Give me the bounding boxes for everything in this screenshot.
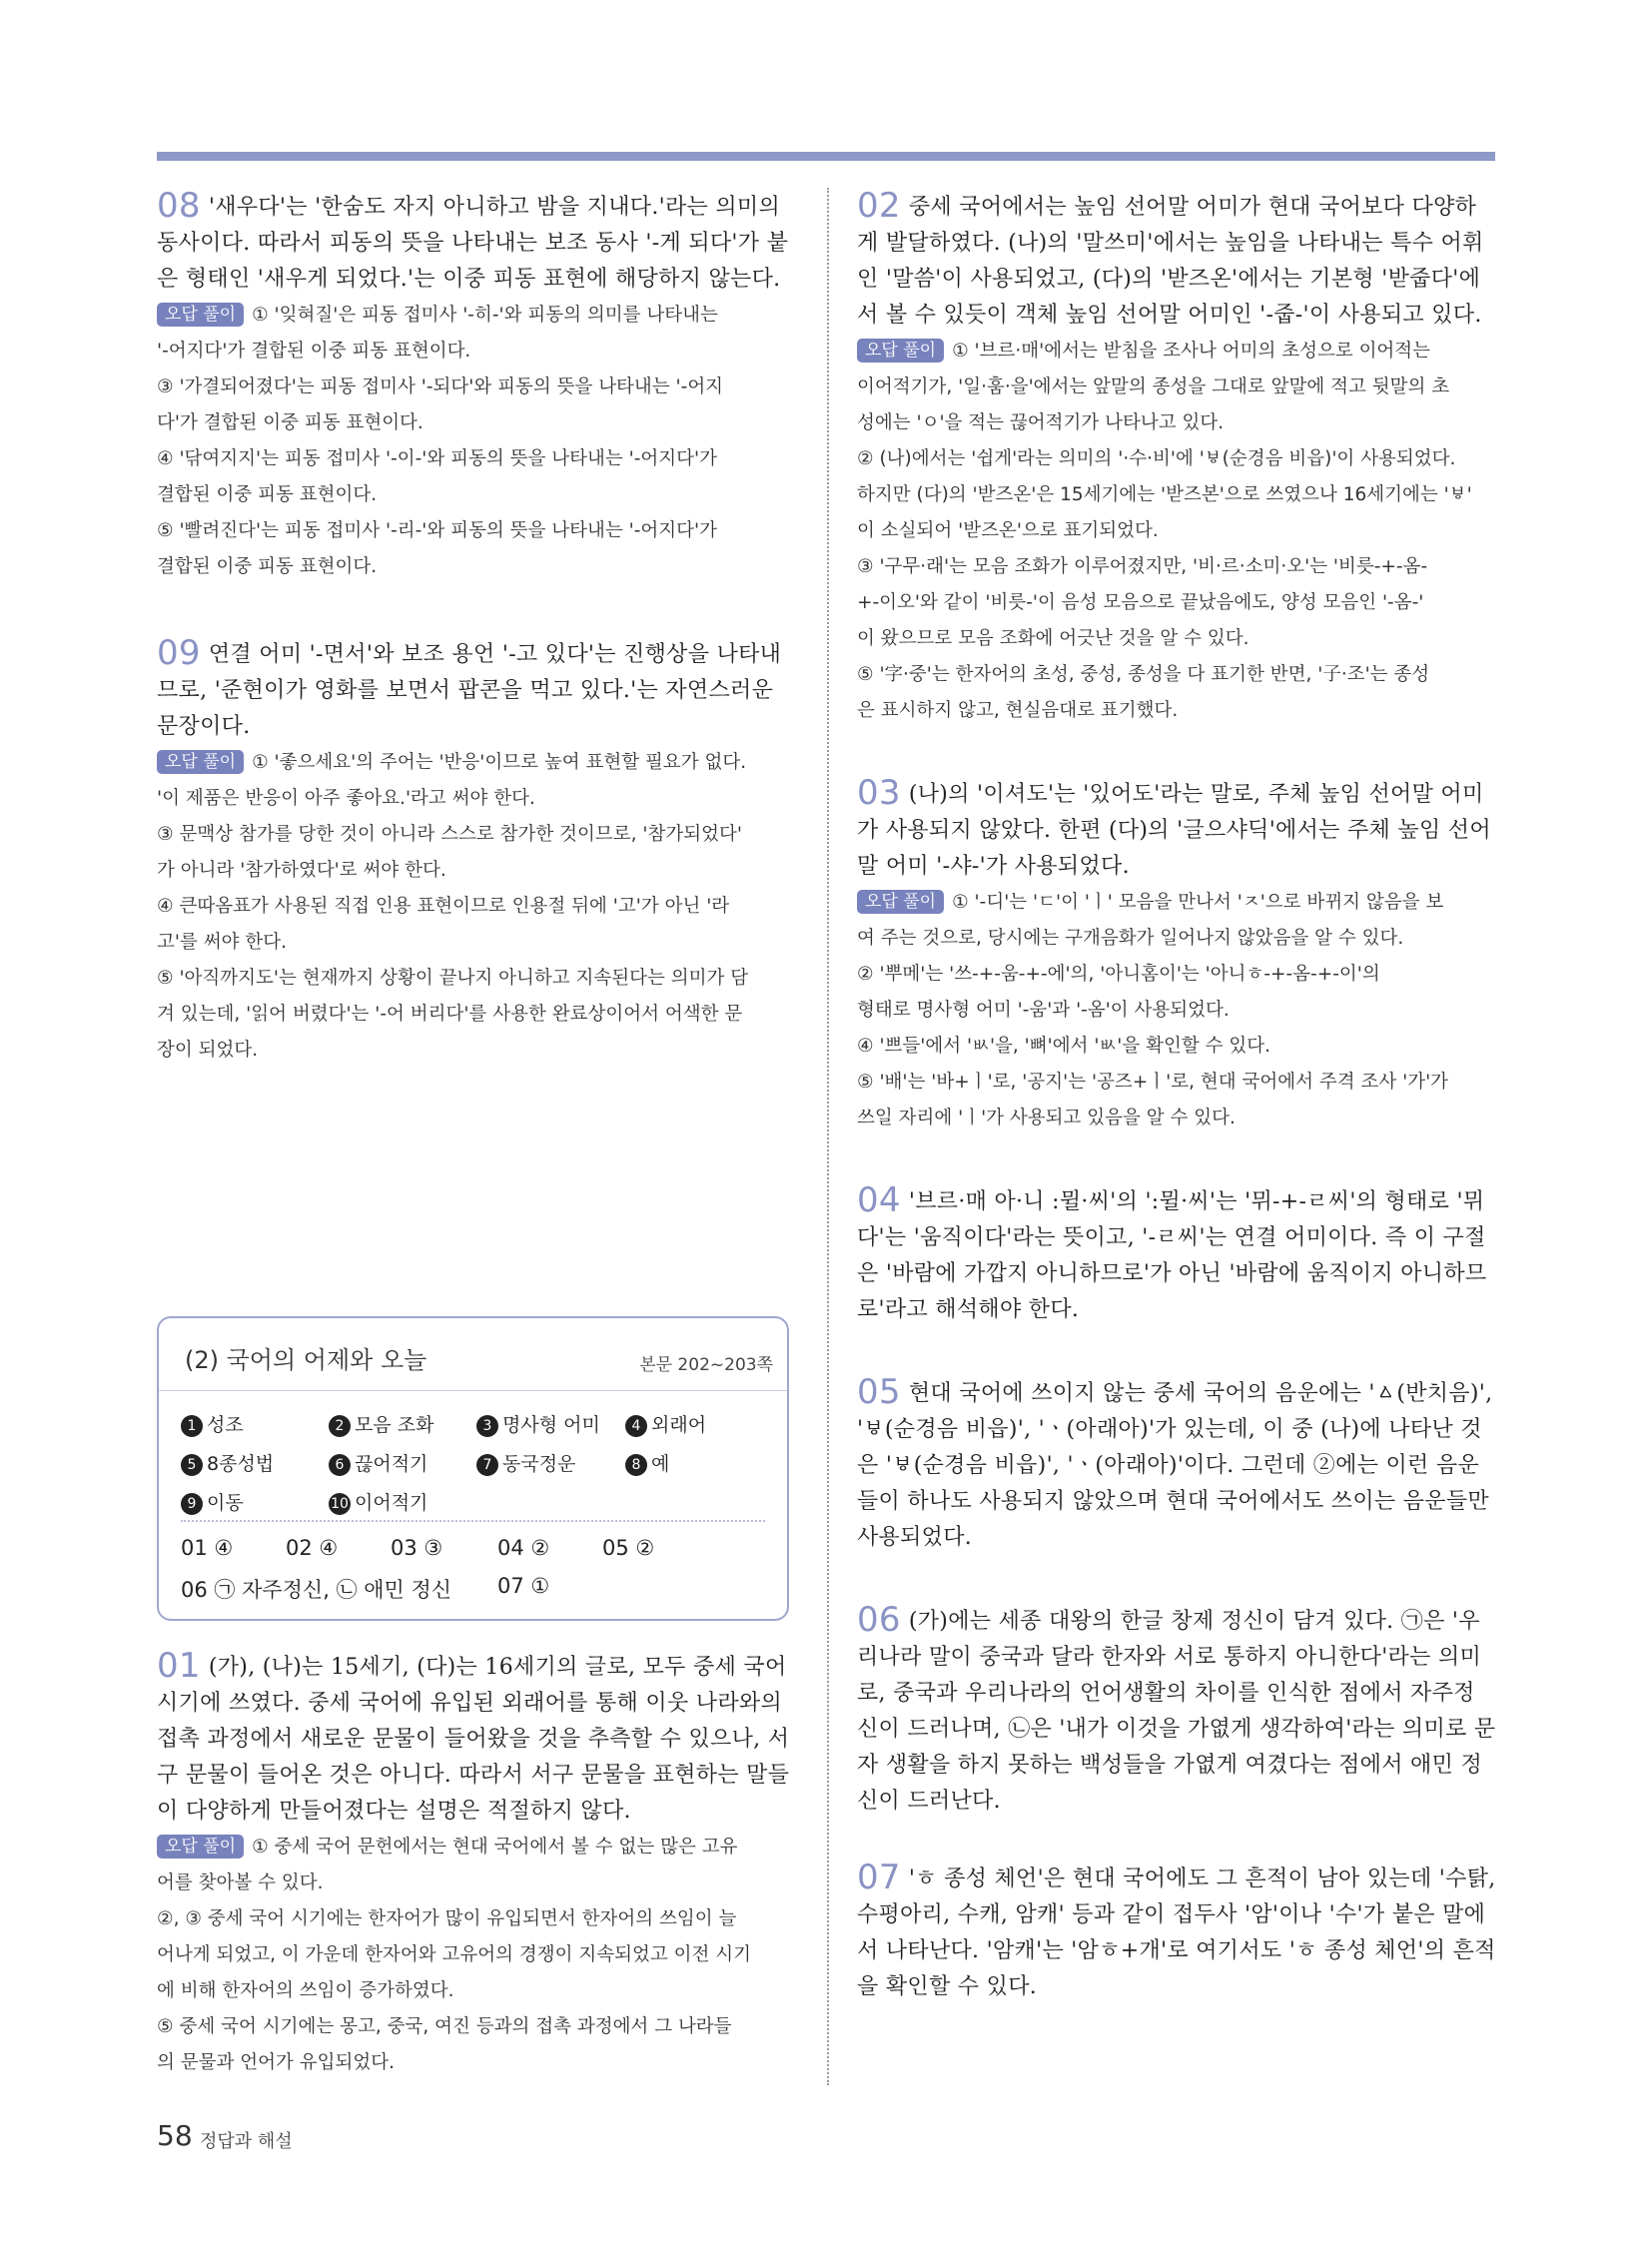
question-number: 06 — [857, 1600, 901, 1640]
explanation-line: ⑤ '字·중'는 한자어의 초성, 중성, 종성을 다 표기한 반면, '子·조'는 종성 — [857, 664, 1430, 685]
explanation-line: +-이오'와 같이 '비릇-'이 음성 모음으로 끝났음에도, 양성 모음인 '-옴-' — [857, 592, 1424, 613]
keyword-item: 9 이동 — [181, 1488, 244, 1515]
explanation-line: ② (나)에서는 '쉽게'라는 의미의 '·수·비'에 'ㅸ(순경음 비읍)'이 사용되었다. — [857, 448, 1456, 469]
answer-text: '브르·매 아·니 :뮐·씨'의 ':뮐·씨'는 '뮈-+-ㄹ씨'의 형태로 '뮈다'는 '움직이다'라는 뜻이고, '-ㄹ씨'는 연결 어미이다. 즉 이 구절은 '바람에 가깝지 아니하므로'가 아닌 '바람에 움직이지 아니하므로'라고 해석해야 한다. — [857, 1189, 1487, 1322]
explanation-line: ②, ③ 중세 국어 시기에는 한자어가 많이 유입되면서 한자어의 쓰임이 늘 — [157, 1908, 737, 1929]
explanation-line: 형태로 명사형 어미 '-움'과 '-옴'이 사용되었다. — [857, 1000, 1230, 1021]
explanation-line: ① 중세 국어 문헌에서는 현대 국어에서 볼 수 없는 많은 고유 — [252, 1837, 738, 1858]
answer-text: 중세 국어에서는 높임 선어말 어미가 현대 국어보다 다양하게 발달하였다. (나)의 '말쓰미'에서는 높임을 나타내는 특수 어휘인 '말씀'이 사용되었고, (다)의 '받즈온'에서는 기본형 '받줍다'에서 볼 수 있듯이 객체 높임 선어말 어미인 '-줍-'이 사용되고 있다. — [857, 195, 1484, 328]
explanation-line: 어를 찾아볼 수 있다. — [157, 1872, 324, 1893]
answer-key-item: 07 ① — [497, 1574, 550, 1598]
explanation-line: 가 아니라 '참가하였다'로 써야 한다. — [157, 860, 446, 881]
answer-key-item: 04 ② — [497, 1536, 550, 1560]
explanation-line: ① '잊혀질'은 피동 접미사 '-히-'와 피동의 의미를 나타내는 — [252, 305, 718, 326]
answer-key-item: 01 ④ — [181, 1536, 234, 1560]
question-number: 01 — [157, 1646, 201, 1686]
wrong-answer-badge: 오답 풀이 — [157, 1835, 244, 1859]
answer-key-box — [157, 1316, 789, 1621]
wrong-answer-badge: 오답 풀이 — [157, 750, 244, 774]
explanation-line: 다'가 결합된 이중 피동 표현이다. — [157, 412, 423, 433]
keyword-item: 5 8종성법 — [181, 1449, 274, 1476]
answer-text: 'ㅎ 종성 체언'은 현대 국어에도 그 흔적이 남아 있는데 '수탉, 수평아리, 수캐, 암캐' 등과 같이 접두사 '암'이나 '수'가 붙은 말에서 나타난다. '암캐'는 '암ㅎ+개'로 여기서도 'ㅎ 종성 체언'의 흔적을 확인할 수 있다. — [857, 1867, 1496, 1999]
section-title: (2) 국어의 어제와 오늘 — [185, 1346, 427, 1374]
explanation-line: 은 표시하지 않고, 현실음대로 표기했다. — [857, 700, 1179, 721]
explanation-line: ① '좋으세요'의 주어는 '반응'이므로 높여 표현할 필요가 없다. — [252, 752, 747, 773]
explanation-line: ⑤ '빨려진다'는 피동 접미사 '-리-'와 피동의 뜻을 나타내는 '-어지다'가 — [157, 520, 717, 541]
keyword-item: 1 성조 — [181, 1410, 244, 1437]
answer-text: (나)의 '이셔도'는 '있어도'라는 말로, 주체 높임 선어말 어미가 사용되지 않았다. 한편 (다)의 '글으샤딕'에서는 주체 높임 선어말 어미 '-샤-'가 사용되었다. — [857, 782, 1491, 879]
answer-07 — [857, 1860, 1496, 2005]
answer-08 — [157, 188, 796, 585]
header-rule — [157, 152, 1495, 161]
explanation-line: ② '뿌메'는 '쓰-+-움-+-에'의, '아니홈이'는 '아니ㅎ-+-옴-+-이'의 — [857, 964, 1380, 985]
explanation-line: ④ '쁘들'에서 'ㅄ'을, '뼈'에서 'ㅄ'을 확인할 수 있다. — [857, 1036, 1271, 1057]
column-divider — [827, 188, 829, 2085]
explanation-line: 고'를 써야 한다. — [157, 932, 287, 953]
explanation-line: ④ 큰따옴표가 사용된 직접 인용 표현이므로 인용절 뒤에 '고'가 아닌 '라 — [157, 896, 730, 917]
explanation-line: ③ '구무·래'는 모음 조화가 이루어졌지만, '비·르·소미·오'는 '비릇-+-옴- — [857, 556, 1428, 577]
right-column — [857, 188, 1496, 2005]
answer-key-item: 06 ㉠ 자주정신, ㉡ 애민 정신 — [181, 1578, 452, 1602]
keyword-item: 2 모음 조화 — [329, 1410, 433, 1437]
question-number: 08 — [157, 186, 201, 226]
wrong-answer-badge: 오답 풀이 — [857, 339, 944, 363]
answer-key-header — [159, 1318, 787, 1391]
explanation-line: 성에는 'ㅇ'을 적는 끊어적기가 나타나고 있다. — [857, 412, 1225, 433]
answer-04 — [857, 1182, 1496, 1328]
left-column — [157, 188, 796, 1069]
explanation-line: 쓰일 자리에 'ㅣ'가 사용되고 있음을 알 수 있다. — [857, 1108, 1236, 1128]
question-number: 04 — [857, 1180, 901, 1220]
explanation-line: ① '-디'는 'ㄷ'이 'ㅣ' 모음을 만나서 'ㅈ'으로 바뀌지 않음을 보 — [952, 892, 1444, 913]
answer-key-item: 02 ④ — [286, 1536, 339, 1560]
answer-text: (가)에는 세종 대왕의 한글 창제 정신이 담겨 있다. ㉠은 '우리나라 말이 중국과 달라 한자와 서로 통하지 아니한다'라는 의미로, 중국과 우리나라의 언어생활의 차이를 인식한 점에서 자주정신이 드러나며, ㉡은 '내가 이것을 가엾게 생각하여'라는 의미로 문자 생활을 하지 못하는 백성들을 가엾게 여겼다는 점에서 애민 정신이 드러난다. — [857, 1609, 1496, 1814]
explanation-line: 겨 있는데, '읽어 버렸다'는 '-어 버리다'를 사용한 완료상이어서 어색한 문 — [157, 1004, 743, 1025]
keyword-item: 7 동국정운 — [476, 1449, 575, 1476]
answer-06 — [857, 1602, 1496, 1820]
explanation-line: ⑤ 중세 국어 시기에는 몽고, 중국, 여진 등과의 접촉 과정에서 그 나라들 — [157, 2016, 732, 2037]
keyword-item: 3 명사형 어미 — [476, 1410, 600, 1437]
answer-key-item: 03 ③ — [391, 1536, 443, 1560]
answer-03 — [857, 775, 1496, 1136]
explanation-line: 장이 되었다. — [157, 1040, 259, 1061]
answer-text: '새우다'는 '한숨도 자지 아니하고 밤을 지내다.'라는 의미의 동사이다. 따라서 피동의 뜻을 나타내는 보조 동사 '-게 되다'가 붙은 형태인 '새우게 되었다.'는 이중 피동 표현에 해당하지 않는다. — [157, 195, 789, 292]
explanation-line: 결합된 이중 피동 표현이다. — [157, 484, 378, 505]
answer-text: (가), (나)는 15세기, (다)는 16세기의 글로, 모두 중세 국어 시기에 쓰였다. 중세 국어에 유입된 외래어를 통해 이웃 나라와의 접촉 과정에서 새로운 문물이 들어왔을 것을 추측할 수 있으나, 서구 문물이 들어온 것은 아니다. 따라서 서구 문물을 표현하는 말들이 다양하게 만들어졌다는 설명은 적절하지 않다. — [157, 1655, 790, 1824]
explanation-line: 여 주는 것으로, 당시에는 구개음화가 일어나지 않았음을 알 수 있다. — [857, 928, 1404, 949]
keyword-item: 8 예 — [625, 1449, 669, 1476]
footer-label: 정답과 해설 — [200, 2131, 293, 2152]
answer-01 — [157, 1648, 796, 2081]
explanation-line: 이 왔으므로 모음 조화에 어긋난 것을 알 수 있다. — [857, 628, 1249, 649]
page-reference: 본문 202~203쪽 — [639, 1355, 773, 1375]
explanation-line: 이 소실되어 '받즈온'으로 표기되었다. — [857, 520, 1159, 541]
left-column-lower — [157, 1648, 796, 2081]
explanation-line: ⑤ '아직까지도'는 현재까지 상황이 끝나지 아니하고 지속된다는 의미가 담 — [157, 968, 749, 989]
answer-02 — [857, 188, 1496, 729]
question-number: 02 — [857, 186, 901, 226]
explanation-line: 에 비해 한자어의 쓰임이 증가하였다. — [157, 1980, 454, 2001]
explanation-line: 이어적기가, '일·훔·을'에서는 앞말의 종성을 그대로 앞말에 적고 뒷말의 초 — [857, 376, 1450, 397]
explanation-line: 하지만 (다)의 '받즈온'은 15세기에는 '받즈본'으로 쓰였으나 16세기에는 'ㅸ' — [857, 484, 1472, 505]
explanation-line: ④ '닦여지지'는 피동 접미사 '-이-'와 피동의 뜻을 나타내는 '-어지다'가 — [157, 448, 717, 469]
explanation-line: ③ 문맥상 참가를 당한 것이 아니라 스스로 참가한 것이므로, '참가되었다' — [157, 824, 742, 845]
wrong-answer-badge: 오답 풀이 — [157, 303, 244, 327]
wrong-answer-badge: 오답 풀이 — [857, 890, 944, 914]
explanation-line: ① '브르·매'에서는 받침을 조사나 어미의 초성으로 이어적는 — [952, 341, 1431, 362]
explanation-line: '이 제품은 반응이 아주 좋아요.'라고 써야 한다. — [157, 788, 535, 809]
question-number: 09 — [157, 633, 201, 673]
explanation-line: '-어지다'가 결합된 이중 피동 표현이다. — [157, 341, 471, 362]
answer-key-item: 05 ② — [602, 1536, 655, 1560]
question-number: 07 — [857, 1858, 901, 1897]
answer-05 — [857, 1374, 1496, 1556]
keyword-item: 4 외래어 — [625, 1410, 706, 1437]
keyword-item: 6 끊어적기 — [329, 1449, 427, 1476]
explanation-line: ⑤ '배'는 '바+ㅣ'로, '공지'는 '공즈+ㅣ'로, 현대 국어에서 주격 조사 '가'가 — [857, 1072, 1449, 1093]
explanation-line: 결합된 이중 피동 표현이다. — [157, 556, 378, 577]
question-number: 03 — [857, 773, 901, 813]
page-number: 58 — [157, 2119, 193, 2152]
answer-09 — [157, 635, 796, 1069]
question-number: 05 — [857, 1372, 901, 1412]
answer-text: 연결 어미 '-면서'와 보조 용언 '-고 있다'는 진행상을 나타내므로, '준현이가 영화를 보면서 팝콘을 먹고 있다.'는 자연스러운 문장이다. — [157, 642, 782, 739]
explanation-line: 어나게 되었고, 이 가운데 한자어와 고유어의 경쟁이 지속되었고 이전 시기 — [157, 1944, 751, 1965]
explanation-line: ③ '가결되어졌다'는 피동 접미사 '-되다'와 피동의 뜻을 나타내는 '-어지 — [157, 376, 724, 397]
explanation-line: 의 문물과 언어가 유입되었다. — [157, 2052, 395, 2073]
keyword-item: 10 이어적기 — [329, 1488, 427, 1515]
dotted-separator — [181, 1520, 765, 1522]
answer-text: 현대 국어에 쓰이지 않는 중세 국어의 음운에는 'ㅿ(반치음)', 'ㅸ(순경음 비읍)', 'ㆍ(아래아)'가 있는데, 이 중 (나)에 나타난 것은 'ㅸ(순경음 비읍)', 'ㆍ(아래아)'이다. 그런데 ②에는 이런 음운들이 하나도 사용되지 않았으며 현대 국어에서도 쓰이는 음운들만 사용되었다. — [857, 1381, 1493, 1550]
